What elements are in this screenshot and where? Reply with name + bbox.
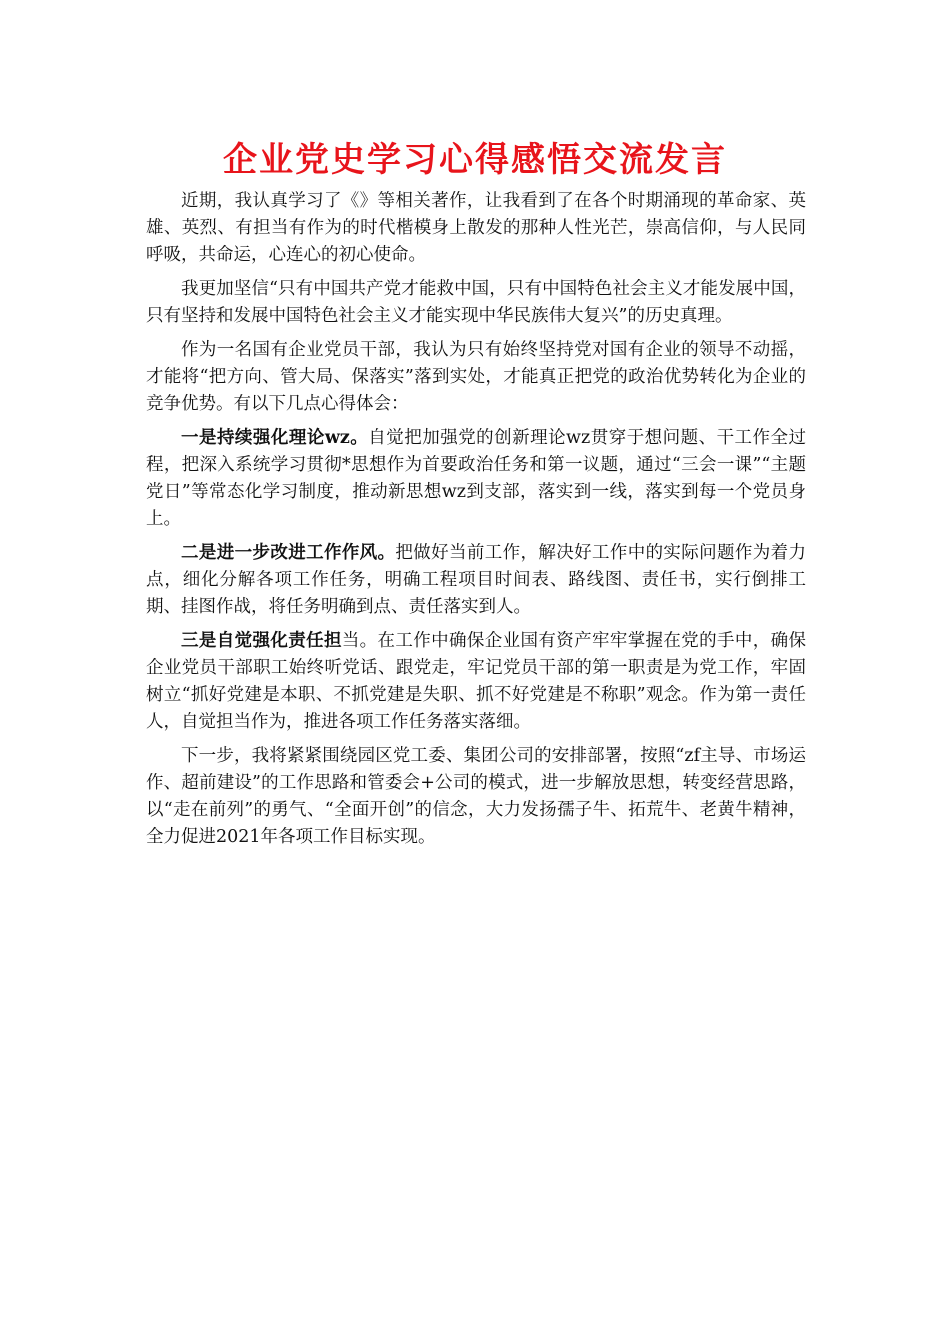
paragraph-point-3	[146, 628, 806, 736]
document-title: 企业党史学习心得感悟交流发言	[223, 140, 727, 180]
paragraph-belief	[146, 276, 806, 330]
paragraph-intro	[146, 188, 806, 269]
paragraph-next-step	[146, 743, 806, 851]
paragraph-point-1	[146, 425, 806, 533]
paragraph-text: 近期，我认真学习了《》等相关著作，让我看到了在各个时期涌现的革命家、英雄、英烈、有担当有作为的时代楷模身上散发的那种人性光芒，崇高信仰，与人民同呼吸，共命运，心连心的初心使命。	[146, 191, 806, 265]
document-body	[146, 188, 806, 858]
paragraph-lead: 一是持续强化理论wz。	[181, 428, 369, 448]
paragraph-text: 把做好当前工作，解决好工作中的实际问题作为着力点，细化分解各项工作任务，明确工程项目时间表、路线图、责任书，实行倒排工期、挂图作战，将任务明确到点、责任落实到人。	[146, 543, 807, 617]
paragraph-text: 下一步，我将紧紧围绕园区党工委、集团公司的安排部署，按照“zf主导、市场运作、超前建设”的工作思路和管委会+公司的模式，进一步解放思想，转变经营思路，以“走在前列”的勇气、“全面开创”的信念，大力发扬孺子牛、拓荒牛、老黄牛精神，全力促进2021年各项工作目标实现。	[146, 746, 806, 847]
paragraph-point-2	[146, 540, 806, 621]
paragraph-text: 作为一名国有企业党员干部，我认为只有始终坚持党对国有企业的领导不动摇，才能将“把方向、管大局、保落实”落到实处，才能真正把党的政治优势转化为企业的竞争优势。有以下几点心得体会：	[146, 340, 806, 414]
paragraph-role	[146, 337, 806, 418]
paragraph-text: 当。在工作中确保企业国有资产牢牢掌握在党的手中，确保企业党员干部职工始终听党话、跟党走，牢记党员干部的第一职责是为党工作，牢固树立“抓好党建是本职、不抓党建是失职、抓不好党建是不称职”观念。作为第一责任人，自觉担当作为，推进各项工作任务落实落细。	[146, 631, 807, 732]
paragraph-lead: 三是自觉强化责任担	[181, 631, 342, 651]
paragraph-text: 我更加坚信“只有中国共产党才能救中国，只有中国特色社会主义才能发展中国，只有坚持和发展中国特色社会主义才能实现中华民族伟大复兴”的历史真理。	[146, 279, 806, 326]
paragraph-lead: 二是进一步改进工作作风。	[181, 543, 396, 563]
paragraph-text: 自觉把加强党的创新理论wz贯穿于想问题、干工作全过程，把深入系统学习贯彻*思想作为首要政治任务和第一议题，通过“三会一课”“主题党日”等常态化学习制度，推动新思想wz到支部，落实到一线，落实到每一个党员身上。	[146, 428, 806, 529]
